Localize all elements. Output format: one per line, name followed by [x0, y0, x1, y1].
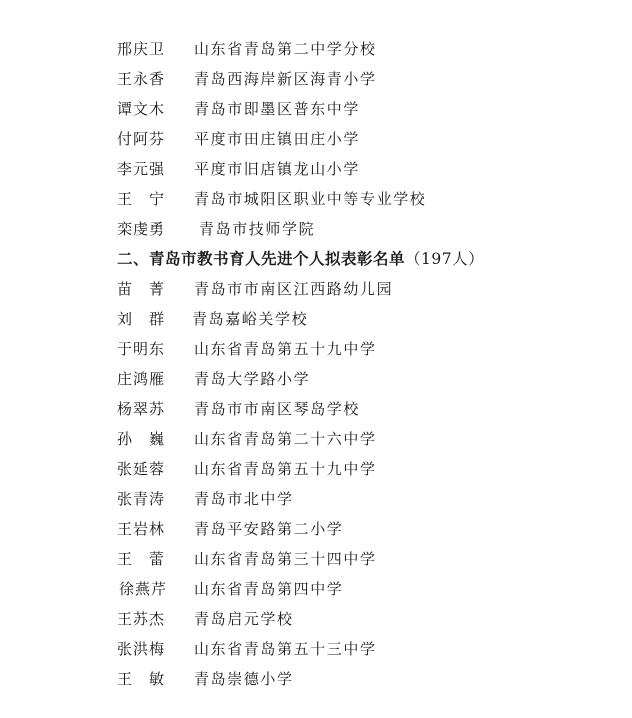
person-name: 王苏杰: [117, 610, 166, 628]
section-heading: [117, 244, 484, 274]
school-name: 平度市田庄镇田庄小学: [194, 130, 361, 148]
school-name: 青岛市城阳区职业中等专业学校: [194, 190, 427, 208]
school-name: 青岛平安路第二小学: [194, 520, 344, 538]
person-name: 徐燕芹: [119, 580, 168, 598]
person-name: 谭文木: [117, 100, 166, 118]
school-name: 山东省青岛第三十四中学: [194, 550, 377, 568]
person-name: 孙 巍: [117, 430, 166, 448]
school-name: 青岛市市南区江西路幼儿园: [194, 280, 394, 298]
school-name: 山东省青岛第二十六中学: [194, 430, 377, 448]
school-name: 青岛市技师学院: [199, 220, 316, 238]
person-name: 付阿芬: [117, 130, 166, 148]
section-title: 二、青岛市教书育人先进个人拟表彰名单: [117, 250, 406, 268]
section-count: （197人）: [405, 250, 485, 268]
person-name: 张延蓉: [117, 460, 166, 478]
school-name: 山东省青岛第二中学分校: [194, 40, 377, 58]
school-name: 青岛市市南区琴岛学校: [194, 400, 361, 418]
school-name: 青岛启元学校: [194, 610, 294, 628]
person-name: 张洪梅: [117, 640, 166, 658]
person-name: 栾虔勇: [117, 220, 166, 238]
school-name: 青岛大学路小学: [194, 370, 311, 388]
school-name: 山东省青岛第五十九中学: [194, 460, 377, 478]
school-name: 青岛市北中学: [194, 490, 294, 508]
school-name: 青岛西海岸新区海青小学: [194, 70, 377, 88]
school-name: 青岛嘉峪关学校: [192, 310, 309, 328]
person-name: 李元强: [117, 160, 166, 178]
school-name: 平度市旧店镇龙山小学: [194, 160, 361, 178]
person-name: 王岩林: [117, 520, 166, 538]
school-name: 青岛崇德小学: [194, 670, 294, 688]
person-name: 杨翠苏: [117, 400, 166, 418]
person-name: 邢庆卫: [117, 40, 166, 58]
school-name: 山东省青岛第五十九中学: [194, 340, 377, 358]
person-name: 王 宁: [117, 190, 166, 208]
person-name: 王 敏: [117, 670, 166, 688]
person-name: 于明东: [117, 340, 166, 358]
person-name: 苗 菁: [117, 280, 166, 298]
school-name: 山东省青岛第五十三中学: [194, 640, 377, 658]
school-name: 青岛市即墨区普东中学: [194, 100, 361, 118]
person-name: 王永香: [117, 70, 166, 88]
person-name: 张青涛: [117, 490, 166, 508]
person-name: 刘 群: [117, 310, 166, 328]
person-name: 王 蕾: [117, 550, 166, 568]
person-name: 庄鸿雁: [117, 370, 166, 388]
school-name: 山东省青岛第四中学: [194, 580, 344, 598]
